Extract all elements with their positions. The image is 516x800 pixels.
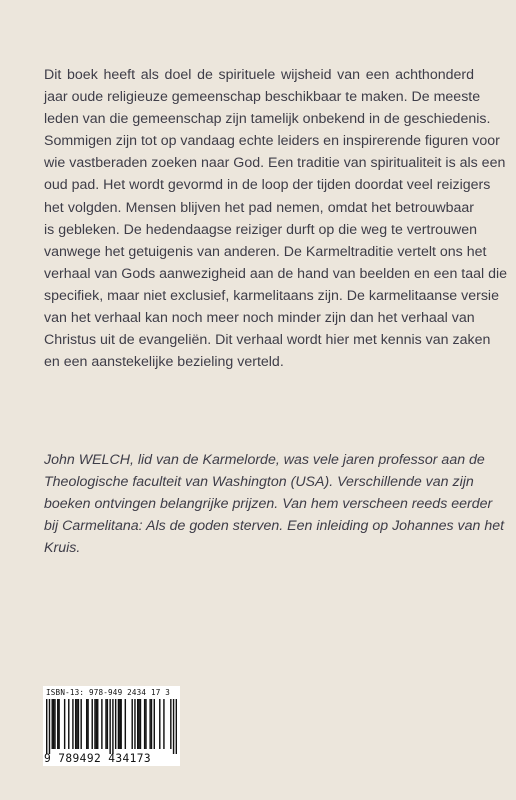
barcode-bar	[163, 699, 164, 749]
barcode-bar	[120, 699, 121, 749]
author-bio-line: bij Carmelitana: Als de goden sterven. Een inleiding op Johannes van het	[44, 518, 505, 535]
barcode-bar	[149, 699, 150, 749]
barcode-bar	[97, 699, 98, 749]
barcode-bar	[101, 699, 102, 749]
barcode-bar	[92, 699, 93, 749]
barcode-bar	[107, 699, 108, 749]
author-bio	[44, 449, 505, 559]
description-line: leden van die gemeenschap zijn tamelijk onbekend in de geschiedenis.	[44, 111, 491, 128]
barcode-bar	[94, 699, 95, 749]
barcode-bar	[145, 699, 146, 749]
barcode-bar	[138, 699, 139, 749]
barcode-bar	[119, 699, 120, 749]
barcode-bar	[72, 699, 73, 749]
description-line: oud pad. Het wordt gevormd in de loop der tijden doordat veel reizigers	[44, 177, 491, 194]
description-line: het volgden. Mensen blijven het pad nemen, omdat het betrouwbaar	[44, 199, 474, 216]
barcode-bar	[75, 699, 76, 749]
barcode-bars	[46, 699, 177, 754]
description-line: is gebleken. De hedendaagse reiziger durft op die weg te vertrouwen	[44, 221, 477, 238]
author-bio-line: Kruis.	[44, 540, 81, 557]
barcode-bar	[140, 699, 141, 749]
barcode-bar	[151, 699, 152, 749]
barcode-bar	[76, 699, 77, 749]
barcode-bar	[112, 699, 113, 754]
author-bio-line: Theologische faculteit van Washington (USA). Verschillende van zijn	[44, 474, 474, 491]
barcode-bar	[87, 699, 88, 749]
barcode-bar	[105, 699, 106, 749]
barcode-bar	[57, 699, 58, 749]
barcode-bar	[137, 699, 138, 749]
description-line: vanwege het getuigenis van anderen. De Karmeltraditie vertelt ons het	[44, 243, 487, 260]
barcode-bar	[159, 699, 160, 749]
author-bio-line: John WELCH, lid van de Karmelorde, was vele jaren professor aan de	[44, 452, 485, 468]
description-line: Dit boek heeft als doel de spirituele wijsheid van een achthonderd	[44, 67, 474, 83]
barcode-bar	[46, 699, 47, 754]
barcode-bar	[68, 699, 69, 749]
barcode-bar	[49, 699, 50, 754]
barcode-bar	[131, 699, 132, 749]
barcode-bar	[54, 699, 55, 749]
book-description	[44, 64, 508, 373]
description-line: wie vastberaden zoeken naar God. Een traditie van spiritualiteit is als een	[44, 155, 506, 172]
barcode-bar	[53, 699, 54, 749]
description-line: verhaal van Gods aanwezigheid aan de hand van beelden en een taal die	[44, 265, 508, 282]
barcode-bar	[96, 699, 97, 749]
author-bio-line: boeken ontvingen belangrijke prijzen. Van hem verscheen reeds eerder	[44, 496, 493, 513]
barcode-bar	[118, 699, 119, 749]
description-line: van het verhaal kan noch meer noch minder zijn dan het verhaal van	[44, 310, 475, 327]
barcode-bar	[86, 699, 87, 749]
barcode-bar	[109, 699, 110, 754]
barcode-bar	[64, 699, 65, 749]
isbn-label: ISBN-13: 978-949 2434 17 3	[46, 688, 171, 697]
description-line: jaar oude religieuze gemeenschap beschikbaar te maken. De meeste	[44, 89, 481, 106]
description-line: Sommigen zijn tot op vandaag echte leiders en inspirerende figuren voor	[44, 133, 500, 150]
barcode-bar	[176, 699, 177, 754]
barcode-bar	[78, 699, 79, 749]
barcode-bar	[125, 699, 126, 749]
barcode-bar	[144, 699, 145, 749]
description-line: specifiek, maar niet exclusief, karmelitaans zijn. De karmelitaanse versie	[44, 287, 499, 304]
isbn-barcode	[43, 686, 180, 766]
barcode-bar	[134, 699, 135, 749]
barcode-bar	[52, 699, 53, 749]
barcode-bar	[170, 699, 171, 749]
barcode-bar	[58, 699, 59, 749]
barcode-bar	[80, 699, 81, 749]
description-line: en een aanstekelijke bezieling verteld.	[44, 354, 284, 371]
ean-digits: 9 789492 434173	[44, 752, 152, 765]
barcode-bar	[173, 699, 174, 754]
barcode-bar	[154, 699, 155, 749]
barcode-bar	[115, 699, 116, 749]
description-line: Christus uit de evangeliën. Dit verhaal wordt hier met kennis van zaken	[44, 332, 491, 349]
